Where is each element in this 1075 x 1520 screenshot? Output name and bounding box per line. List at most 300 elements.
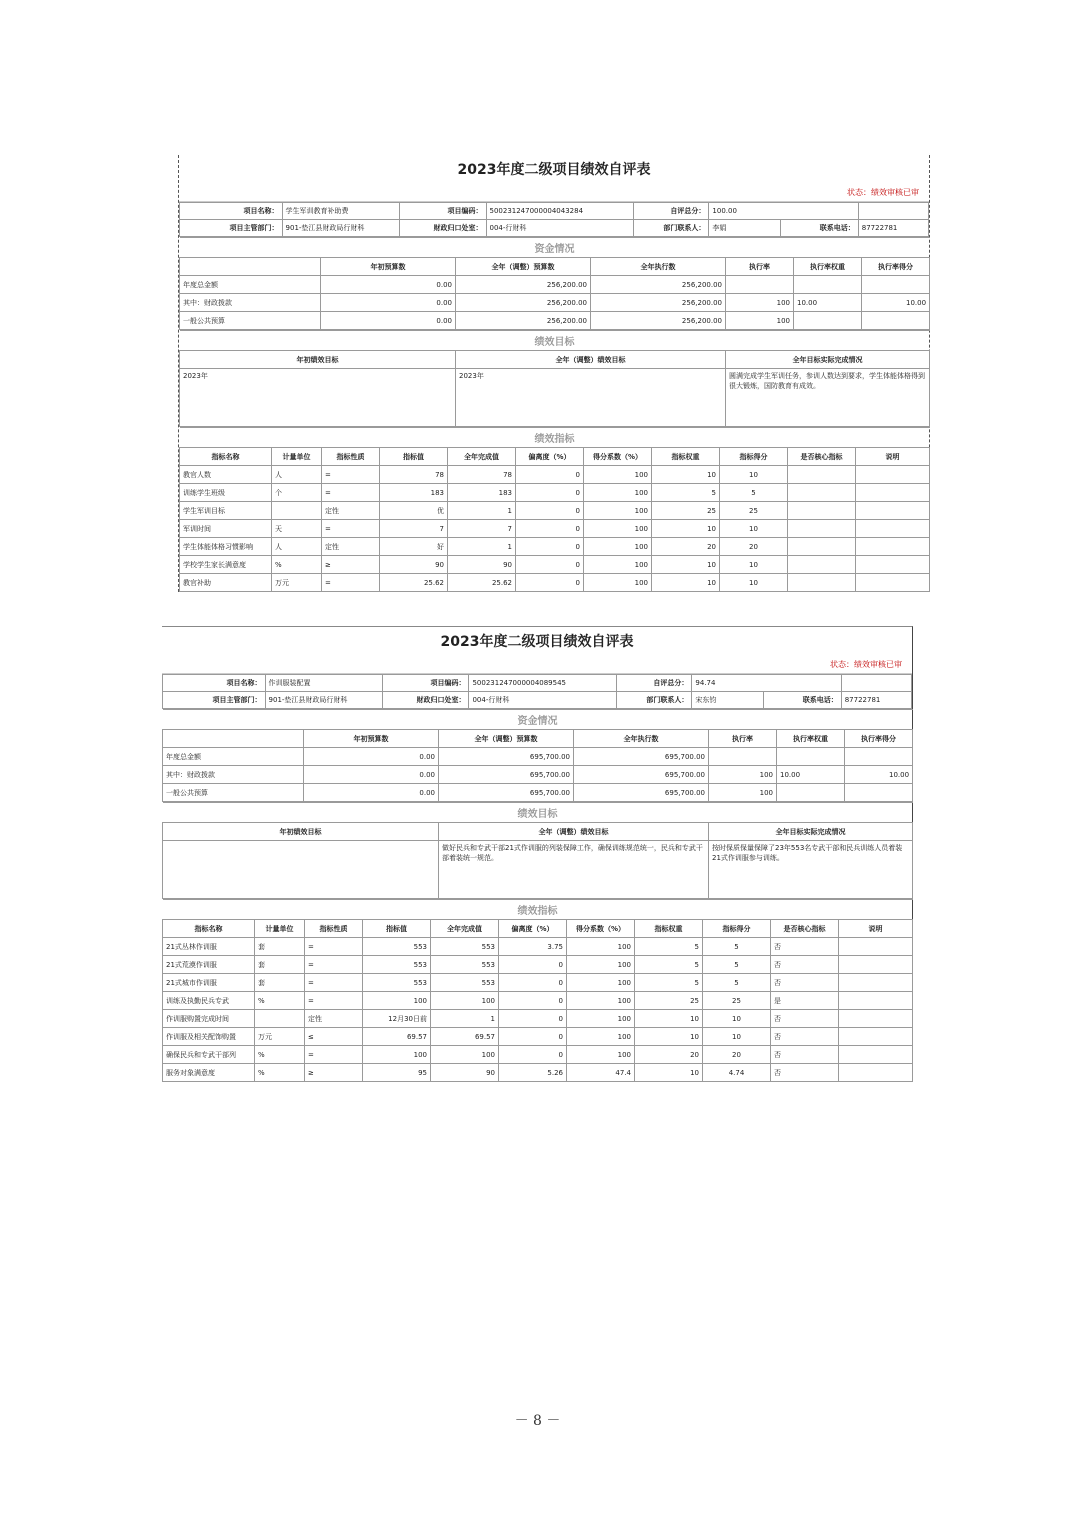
page-number: － 8 － bbox=[514, 1413, 561, 1429]
label-score: 自评总分： bbox=[633, 203, 709, 220]
indicator-cell: 1 bbox=[431, 1010, 499, 1028]
goal-header: 年初绩效目标 bbox=[180, 351, 456, 369]
indicator-cell: ≥ bbox=[305, 1064, 363, 1082]
indicator-cell: 5 bbox=[703, 974, 771, 992]
indicator-cell: 否 bbox=[771, 956, 839, 974]
section-indicators: 绩效指标 bbox=[163, 900, 913, 920]
fund-cell bbox=[794, 312, 862, 330]
project-score: 100.00 bbox=[709, 203, 858, 220]
indicator-cell: 25.62 bbox=[448, 574, 516, 592]
section-goals: 绩效目标 bbox=[163, 803, 913, 823]
indicator-cell: 10 bbox=[652, 574, 720, 592]
fund-cell: 256,200.00 bbox=[591, 312, 726, 330]
indicator-cell bbox=[788, 502, 856, 520]
fund-cell: 10.00 bbox=[777, 766, 845, 784]
fund-header: 执行率权重 bbox=[777, 730, 845, 748]
indicator-cell: 人 bbox=[272, 466, 322, 484]
indicator-cell: 100 bbox=[567, 1046, 635, 1064]
indicator-cell bbox=[839, 1046, 913, 1064]
indicator-cell: = bbox=[322, 484, 380, 502]
indicator-cell bbox=[788, 538, 856, 556]
indicator-cell: 5 bbox=[720, 484, 788, 502]
indicator-cell: 优 bbox=[380, 502, 448, 520]
fund-header: 执行率 bbox=[726, 258, 794, 276]
goal-text: 2023年 bbox=[180, 369, 456, 427]
indicator-cell: 21式城市作训服 bbox=[163, 974, 255, 992]
indicator-cell: % bbox=[255, 1064, 305, 1082]
indicator-cell: = bbox=[305, 956, 363, 974]
fund-header: 执行率 bbox=[709, 730, 777, 748]
indicator-cell: 100 bbox=[584, 484, 652, 502]
indicator-header: 得分系数（%） bbox=[567, 920, 635, 938]
indicator-cell: 作训服及相关配饰购置 bbox=[163, 1028, 255, 1046]
indicator-cell: 90 bbox=[380, 556, 448, 574]
indicator-cell: 0 bbox=[499, 974, 567, 992]
fund-header: 全年（调整）预算数 bbox=[456, 258, 591, 276]
indicator-cell: 0 bbox=[499, 992, 567, 1010]
indicator-cell bbox=[856, 538, 930, 556]
fund-cell: 0.00 bbox=[321, 294, 456, 312]
indicator-cell: = bbox=[305, 938, 363, 956]
indicator-cell: 确保民兵和专武干部列 bbox=[163, 1046, 255, 1064]
indicator-cell: 万元 bbox=[255, 1028, 305, 1046]
indicator-cell bbox=[856, 574, 930, 592]
indicator-cell: 553 bbox=[431, 938, 499, 956]
indicator-cell: 学生体能体格习惯影响 bbox=[180, 538, 272, 556]
project-name: 学生军训教育补助费 bbox=[282, 203, 399, 220]
fund-cell: 100 bbox=[726, 294, 794, 312]
indicator-cell: 定性 bbox=[322, 502, 380, 520]
indicator-cell: 100 bbox=[567, 974, 635, 992]
fund-row bbox=[163, 784, 913, 802]
fund-cell: 0.00 bbox=[304, 748, 439, 766]
indicator-cell: 5 bbox=[703, 938, 771, 956]
table-row bbox=[163, 1010, 913, 1028]
indicator-cell: 定性 bbox=[322, 538, 380, 556]
indicator-cell: 10 bbox=[635, 1010, 703, 1028]
fund-cell: 695,700.00 bbox=[439, 766, 574, 784]
indicator-cell: 25 bbox=[652, 502, 720, 520]
project-code: 500231247000004089545 bbox=[469, 675, 616, 692]
indicator-cell: % bbox=[255, 992, 305, 1010]
fund-header: 年初预算数 bbox=[321, 258, 456, 276]
fund-cell: 10.00 bbox=[862, 294, 930, 312]
label-code: 项目编码： bbox=[399, 203, 486, 220]
table-row bbox=[180, 466, 930, 484]
indicator-cell bbox=[788, 574, 856, 592]
table-row bbox=[180, 574, 930, 592]
indicator-cell: 套 bbox=[255, 974, 305, 992]
indicator-header: 全年完成值 bbox=[431, 920, 499, 938]
indicator-cell: 0 bbox=[516, 466, 584, 484]
label-phone: 联系电话： bbox=[780, 220, 858, 237]
table-row bbox=[163, 938, 913, 956]
project-dept: 901-垫江县财政局行财科 bbox=[282, 220, 399, 237]
indicator-cell: 20 bbox=[720, 538, 788, 556]
fund-header: 全年（调整）预算数 bbox=[439, 730, 574, 748]
indicator-cell: 个 bbox=[272, 484, 322, 502]
indicator-cell bbox=[788, 556, 856, 574]
indicator-cell: 69.57 bbox=[363, 1028, 431, 1046]
indicator-cell: 套 bbox=[255, 938, 305, 956]
indicator-cell: 10 bbox=[635, 1064, 703, 1082]
fund-cell: 100 bbox=[709, 766, 777, 784]
info-blank bbox=[841, 675, 911, 692]
indicator-header: 计量单位 bbox=[272, 448, 322, 466]
fund-row bbox=[180, 276, 930, 294]
indicator-cell: 0 bbox=[499, 1028, 567, 1046]
indicator-cell bbox=[839, 1028, 913, 1046]
fund-row bbox=[163, 766, 913, 784]
indicator-cell: 25.62 bbox=[380, 574, 448, 592]
fund-cell: 其中：财政拨款 bbox=[163, 766, 304, 784]
indicator-cell: 定性 bbox=[305, 1010, 363, 1028]
indicator-cell: 10 bbox=[703, 1010, 771, 1028]
table-row bbox=[163, 1046, 913, 1064]
indicator-cell: 教官人数 bbox=[180, 466, 272, 484]
label-dept: 项目主管部门： bbox=[163, 692, 266, 709]
fund-cell bbox=[726, 276, 794, 294]
indicator-cell: = bbox=[322, 574, 380, 592]
indicator-header: 是否核心指标 bbox=[771, 920, 839, 938]
fund-cell: 一般公共预算 bbox=[163, 784, 304, 802]
fund-cell: 10.00 bbox=[845, 766, 913, 784]
indicator-header: 全年完成值 bbox=[448, 448, 516, 466]
indicator-cell: 0 bbox=[499, 1010, 567, 1028]
indicator-cell: 否 bbox=[771, 1010, 839, 1028]
indicator-cell: 1 bbox=[448, 538, 516, 556]
indicator-header: 指标性质 bbox=[305, 920, 363, 938]
indicator-cell: 5 bbox=[635, 938, 703, 956]
label-office: 财政归口处室： bbox=[382, 692, 469, 709]
fund-cell: 695,700.00 bbox=[574, 766, 709, 784]
table-row bbox=[163, 1064, 913, 1082]
fund-cell bbox=[845, 784, 913, 802]
table-row bbox=[163, 956, 913, 974]
indicator-header: 指标名称 bbox=[163, 920, 255, 938]
indicator-cell: 5.26 bbox=[499, 1064, 567, 1082]
indicator-cell: 95 bbox=[363, 1064, 431, 1082]
indicator-cell: 0 bbox=[499, 956, 567, 974]
indicator-cell bbox=[272, 502, 322, 520]
label-name: 项目名称： bbox=[163, 675, 266, 692]
indicator-cell: 作训服购置完成时间 bbox=[163, 1010, 255, 1028]
label-name: 项目名称： bbox=[180, 203, 283, 220]
project-contact: 李娟 bbox=[709, 220, 780, 237]
status-badge: 状态：绩效审核已审 bbox=[162, 657, 912, 674]
indicator-cell: 553 bbox=[363, 938, 431, 956]
indicator-cell: 否 bbox=[771, 974, 839, 992]
indicator-cell: 1 bbox=[448, 502, 516, 520]
indicator-header: 指标值 bbox=[380, 448, 448, 466]
table-row bbox=[163, 992, 913, 1010]
indicator-header: 指标权重 bbox=[635, 920, 703, 938]
indicator-cell: 10 bbox=[720, 520, 788, 538]
indicator-cell: 10 bbox=[652, 556, 720, 574]
indicator-cell: 100 bbox=[584, 556, 652, 574]
indicator-cell: ≥ bbox=[322, 556, 380, 574]
fund-cell: 695,700.00 bbox=[439, 748, 574, 766]
fund-header: 执行率权重 bbox=[794, 258, 862, 276]
indicator-cell bbox=[856, 502, 930, 520]
table-row bbox=[163, 974, 913, 992]
label-contact: 部门联系人： bbox=[633, 220, 709, 237]
indicator-cell: 0 bbox=[516, 520, 584, 538]
indicator-cell: 69.57 bbox=[431, 1028, 499, 1046]
fund-cell: 年度总金额 bbox=[163, 748, 304, 766]
indicator-cell: = bbox=[322, 520, 380, 538]
indicator-header: 指标得分 bbox=[720, 448, 788, 466]
indicator-cell: 100 bbox=[584, 574, 652, 592]
assessment-table-2 bbox=[162, 626, 913, 1082]
table-row bbox=[180, 538, 930, 556]
project-office: 004-行财科 bbox=[486, 220, 633, 237]
indicator-cell: 训练及执勤民兵专武 bbox=[163, 992, 255, 1010]
fund-cell: 10.00 bbox=[794, 294, 862, 312]
fund-header: 全年执行数 bbox=[574, 730, 709, 748]
indicator-cell: 人 bbox=[272, 538, 322, 556]
fund-cell bbox=[794, 276, 862, 294]
goal-header: 全年目标实际完成情况 bbox=[726, 351, 930, 369]
indicator-cell: 天 bbox=[272, 520, 322, 538]
fund-cell: 256,200.00 bbox=[591, 294, 726, 312]
indicator-cell: 100 bbox=[363, 992, 431, 1010]
project-code: 500231247000004043284 bbox=[486, 203, 633, 220]
fund-cell: 0.00 bbox=[304, 766, 439, 784]
indicator-header: 指标得分 bbox=[703, 920, 771, 938]
indicator-cell: 20 bbox=[635, 1046, 703, 1064]
indicator-cell: 10 bbox=[720, 556, 788, 574]
indicator-cell: 万元 bbox=[272, 574, 322, 592]
project-name: 作训服装配置 bbox=[265, 675, 382, 692]
fund-cell: 一般公共预算 bbox=[180, 312, 321, 330]
indicator-cell: 100 bbox=[567, 992, 635, 1010]
indicator-cell bbox=[856, 466, 930, 484]
indicator-cell: 训练学生班级 bbox=[180, 484, 272, 502]
fund-cell: 0.00 bbox=[321, 312, 456, 330]
goal-header: 全年目标实际完成情况 bbox=[709, 823, 913, 841]
label-contact: 部门联系人： bbox=[616, 692, 692, 709]
indicator-cell: = bbox=[305, 1046, 363, 1064]
indicator-cell: 183 bbox=[380, 484, 448, 502]
indicator-cell: 否 bbox=[771, 1046, 839, 1064]
indicator-cell bbox=[839, 938, 913, 956]
indicator-cell: 25 bbox=[635, 992, 703, 1010]
project-phone: 87722781 bbox=[858, 220, 928, 237]
indicator-cell: 否 bbox=[771, 938, 839, 956]
goal-header: 全年（调整）绩效目标 bbox=[439, 823, 709, 841]
indicator-cell: 100 bbox=[567, 938, 635, 956]
indicator-cell: 21式荒漠作训服 bbox=[163, 956, 255, 974]
indicator-header: 说明 bbox=[839, 920, 913, 938]
goal-text: 圆满完成学生军训任务，参训人数达到要求，学生体能体格得到很大锻炼，国防教育有成效。 bbox=[726, 369, 930, 427]
indicator-cell: 0 bbox=[516, 538, 584, 556]
fund-cell: 其中：财政拨款 bbox=[180, 294, 321, 312]
fund-cell: 695,700.00 bbox=[574, 784, 709, 802]
indicator-cell: 学生军训目标 bbox=[180, 502, 272, 520]
fund-header: 执行率得分 bbox=[862, 258, 930, 276]
fund-cell bbox=[709, 748, 777, 766]
label-dept: 项目主管部门： bbox=[180, 220, 283, 237]
table-title: 2023年度二级项目绩效自评表 bbox=[440, 634, 634, 650]
indicator-cell bbox=[856, 484, 930, 502]
indicator-cell: 10 bbox=[720, 466, 788, 484]
table-row bbox=[180, 556, 930, 574]
indicator-cell: 5 bbox=[703, 956, 771, 974]
indicator-header: 指标名称 bbox=[180, 448, 272, 466]
indicator-cell: 100 bbox=[584, 502, 652, 520]
fund-row bbox=[180, 294, 930, 312]
fund-header: 执行率得分 bbox=[845, 730, 913, 748]
indicator-cell: 183 bbox=[448, 484, 516, 502]
label-code: 项目编码： bbox=[382, 675, 469, 692]
fund-header bbox=[163, 730, 304, 748]
indicator-cell bbox=[839, 974, 913, 992]
indicator-cell: 553 bbox=[431, 974, 499, 992]
fund-cell: 695,700.00 bbox=[439, 784, 574, 802]
section-funds: 资金情况 bbox=[163, 710, 913, 730]
indicator-header: 说明 bbox=[856, 448, 930, 466]
goal-header: 全年（调整）绩效目标 bbox=[456, 351, 726, 369]
indicator-cell: 78 bbox=[380, 466, 448, 484]
indicator-cell bbox=[839, 956, 913, 974]
goal-header: 年初绩效目标 bbox=[163, 823, 439, 841]
section-indicators: 绩效指标 bbox=[180, 428, 930, 448]
fund-header: 全年执行数 bbox=[591, 258, 726, 276]
goal-text: 按时保质保量保障了23年553名专武干部和民兵训练人员着装21式作训服参与训练。 bbox=[709, 841, 913, 899]
indicator-header: 偏离度（%） bbox=[499, 920, 567, 938]
indicator-header: 指标权重 bbox=[652, 448, 720, 466]
indicator-cell: = bbox=[322, 466, 380, 484]
label-office: 财政归口处室： bbox=[399, 220, 486, 237]
indicator-cell bbox=[788, 466, 856, 484]
indicator-cell: 否 bbox=[771, 1064, 839, 1082]
indicator-cell: 0 bbox=[516, 574, 584, 592]
indicator-cell: 4.74 bbox=[703, 1064, 771, 1082]
indicator-cell bbox=[788, 484, 856, 502]
label-phone: 联系电话： bbox=[763, 692, 841, 709]
indicator-cell: 10 bbox=[635, 1028, 703, 1046]
indicator-cell bbox=[839, 992, 913, 1010]
fund-cell: 256,200.00 bbox=[456, 312, 591, 330]
indicator-cell bbox=[856, 520, 930, 538]
indicator-cell: 套 bbox=[255, 956, 305, 974]
indicator-cell: 25 bbox=[720, 502, 788, 520]
assessment-table-1 bbox=[178, 155, 930, 592]
indicator-cell: 7 bbox=[380, 520, 448, 538]
indicator-cell: 553 bbox=[363, 974, 431, 992]
indicator-cell: 3.75 bbox=[499, 938, 567, 956]
indicator-cell: 5 bbox=[635, 974, 703, 992]
indicator-cell: 90 bbox=[431, 1064, 499, 1082]
indicator-cell: 21式丛林作训服 bbox=[163, 938, 255, 956]
fund-cell bbox=[845, 748, 913, 766]
indicator-header: 得分系数（%） bbox=[584, 448, 652, 466]
indicator-cell: 0 bbox=[516, 502, 584, 520]
indicator-cell: 553 bbox=[363, 956, 431, 974]
indicator-header: 指标性质 bbox=[322, 448, 380, 466]
fund-cell bbox=[777, 784, 845, 802]
fund-cell: 0.00 bbox=[321, 276, 456, 294]
label-score: 自评总分： bbox=[616, 675, 692, 692]
indicator-cell: 12月30日前 bbox=[363, 1010, 431, 1028]
indicator-cell: 0 bbox=[499, 1046, 567, 1064]
table-row bbox=[180, 502, 930, 520]
indicator-cell: 100 bbox=[567, 956, 635, 974]
indicator-cell: 553 bbox=[431, 956, 499, 974]
goal-text: 做好民兵和专武干部21式作训服的列装保障工作，确保训练规范统一，民兵和专武干部着装统一规范。 bbox=[439, 841, 709, 899]
fund-cell: 100 bbox=[709, 784, 777, 802]
indicator-cell: 5 bbox=[652, 484, 720, 502]
indicator-cell: 教官补助 bbox=[180, 574, 272, 592]
table-title: 2023年度二级项目绩效自评表 bbox=[457, 162, 651, 178]
indicator-cell: 学校学生家长满意度 bbox=[180, 556, 272, 574]
indicator-header: 计量单位 bbox=[255, 920, 305, 938]
fund-row bbox=[180, 312, 930, 330]
indicator-cell: 0 bbox=[516, 484, 584, 502]
indicator-cell bbox=[856, 556, 930, 574]
indicator-cell: 7 bbox=[448, 520, 516, 538]
goal-text: 2023年 bbox=[456, 369, 726, 427]
indicator-header: 偏离度（%） bbox=[516, 448, 584, 466]
indicator-cell: 否 bbox=[771, 1028, 839, 1046]
indicator-cell bbox=[255, 1010, 305, 1028]
project-phone: 87722781 bbox=[841, 692, 911, 709]
indicator-cell: 军训时间 bbox=[180, 520, 272, 538]
indicator-cell: % bbox=[272, 556, 322, 574]
indicator-cell: 100 bbox=[431, 1046, 499, 1064]
fund-cell: 256,200.00 bbox=[591, 276, 726, 294]
fund-cell: 256,200.00 bbox=[456, 294, 591, 312]
fund-cell bbox=[862, 276, 930, 294]
indicator-cell: 90 bbox=[448, 556, 516, 574]
indicator-cell: 100 bbox=[363, 1046, 431, 1064]
indicator-cell: = bbox=[305, 992, 363, 1010]
indicator-cell: 是 bbox=[771, 992, 839, 1010]
fund-cell: 695,700.00 bbox=[574, 748, 709, 766]
project-contact: 宋东钧 bbox=[692, 692, 763, 709]
indicator-cell bbox=[839, 1064, 913, 1082]
fund-header bbox=[180, 258, 321, 276]
table-row bbox=[180, 520, 930, 538]
indicator-cell: 100 bbox=[567, 1010, 635, 1028]
table-row bbox=[163, 1028, 913, 1046]
indicator-cell bbox=[788, 520, 856, 538]
status-badge: 状态：绩效审核已审 bbox=[179, 185, 929, 202]
project-office: 004-行财科 bbox=[469, 692, 616, 709]
fund-row bbox=[163, 748, 913, 766]
section-goals: 绩效目标 bbox=[180, 331, 930, 351]
indicator-cell: 10 bbox=[720, 574, 788, 592]
indicator-cell: 10 bbox=[652, 466, 720, 484]
indicator-cell: % bbox=[255, 1046, 305, 1064]
fund-cell: 100 bbox=[726, 312, 794, 330]
section-funds: 资金情况 bbox=[180, 238, 930, 258]
indicator-cell: 20 bbox=[652, 538, 720, 556]
indicator-cell: 100 bbox=[567, 1028, 635, 1046]
indicator-cell: 100 bbox=[584, 538, 652, 556]
project-score: 94.74 bbox=[692, 675, 841, 692]
fund-cell bbox=[777, 748, 845, 766]
indicator-cell: 10 bbox=[652, 520, 720, 538]
fund-cell: 0.00 bbox=[304, 784, 439, 802]
indicator-cell: ≤ bbox=[305, 1028, 363, 1046]
fund-cell: 年度总金额 bbox=[180, 276, 321, 294]
indicator-cell: 47.4 bbox=[567, 1064, 635, 1082]
indicator-cell bbox=[839, 1010, 913, 1028]
indicator-cell: 78 bbox=[448, 466, 516, 484]
fund-header: 年初预算数 bbox=[304, 730, 439, 748]
